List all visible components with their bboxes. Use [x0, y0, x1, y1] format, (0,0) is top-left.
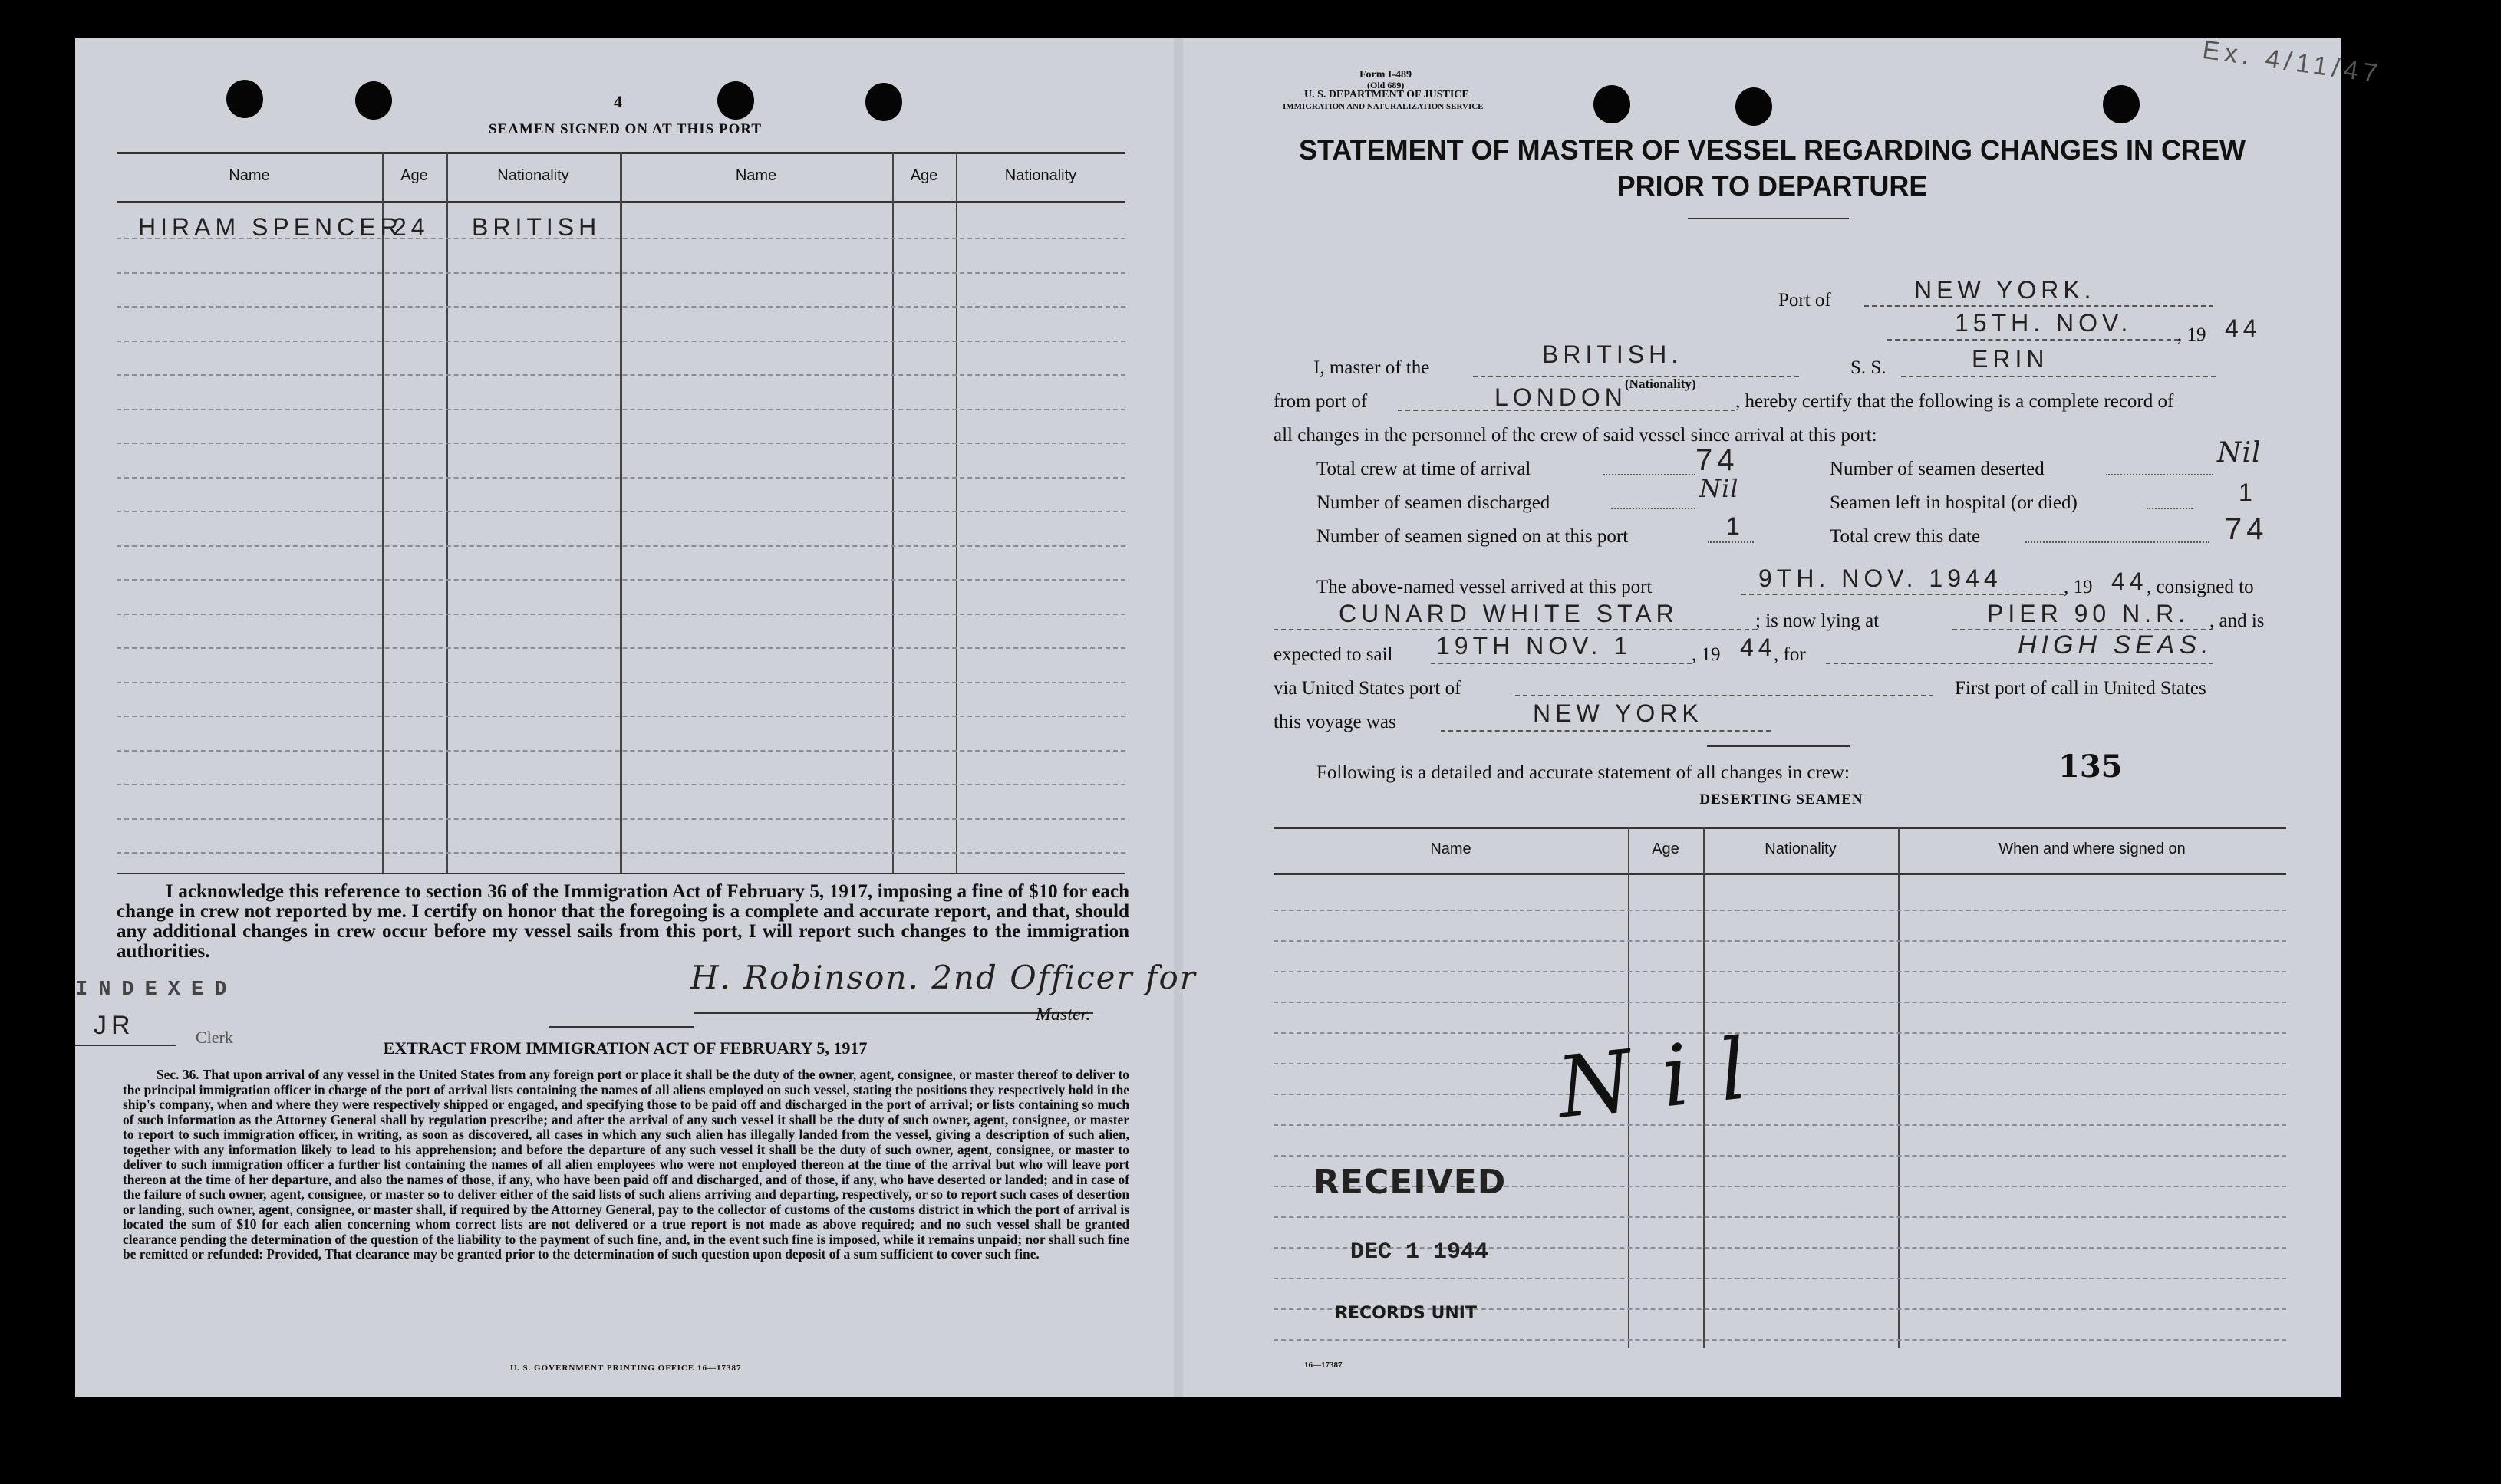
col-header-signed-on: When and where signed on: [1998, 841, 2186, 857]
clerk-initials: JR: [94, 1011, 135, 1040]
via-label: via United States port of: [1274, 678, 1461, 699]
row-rule: [1274, 910, 2286, 911]
row-rule: [1274, 1339, 2286, 1341]
corner-mark: Ex. 4/11/47: [2200, 35, 2384, 90]
row-rule: [117, 545, 1125, 547]
master-label: Master.: [1036, 1005, 1091, 1025]
row-rule: [117, 341, 1125, 342]
ss-label: S. S.: [1850, 357, 1886, 378]
for-label: , for: [1774, 644, 1806, 665]
col-header-age: Age: [1652, 841, 1679, 857]
arrived-rule: [1741, 594, 2064, 595]
ship-rule: [1901, 376, 2216, 377]
col-header-name: Name: [1430, 841, 1471, 857]
row-rule: [117, 716, 1125, 717]
stat-label: Total crew this date: [1830, 526, 1981, 547]
deserting-title: DESERTING SEAMEN: [1699, 791, 1863, 808]
leader-dots: [1603, 474, 1695, 475]
punch-hole: [2103, 85, 2140, 123]
row-rule: [1274, 971, 2286, 972]
row-rule: [1274, 1063, 2286, 1064]
port-rule: [1864, 305, 2213, 307]
title-rule: [1688, 218, 1849, 219]
leader-dots: [2147, 508, 2193, 509]
arrived-year-prefix: , 19: [2064, 577, 2093, 597]
date-rule: [1887, 339, 2179, 341]
port-value: NEW YORK.: [1914, 276, 2096, 304]
row-rule: [117, 852, 1125, 854]
stat-value: 1: [2239, 479, 2257, 506]
via-rule: [1515, 695, 1933, 696]
received-stamp: RECEIVED: [1313, 1163, 1507, 1202]
col-header-age: Age: [400, 167, 428, 184]
col-divider: [956, 152, 957, 873]
stat-value: Nil: [1699, 474, 1739, 503]
clerk-label: Clerk: [196, 1028, 233, 1047]
ship-value: ERIN: [1972, 345, 2049, 373]
old-form-number: (Old 689): [1367, 80, 1405, 90]
stat-label: Number of seamen discharged: [1316, 492, 1550, 513]
page-number: 4: [614, 92, 622, 111]
service: IMMIGRATION AND NATURALIZATION SERVICE: [1283, 102, 1484, 111]
row-rule: [1274, 1278, 2286, 1279]
date-value: 15TH. NOV.: [1955, 309, 2133, 337]
from-port-label: from port of: [1274, 391, 1368, 412]
col-divider: [1898, 827, 1900, 1348]
following-text: Following is a detailed and accurate statement of all changes in crew:: [1316, 762, 1850, 783]
leader-dots: [2025, 541, 2209, 543]
voyage-label: this voyage was: [1274, 712, 1396, 732]
expected-year-prefix: , 19: [1692, 644, 1721, 665]
row-rule: [117, 511, 1125, 512]
leader-dots: [1708, 541, 1754, 543]
master-prefix: I, master of the: [1313, 357, 1430, 378]
nil-mark: Nil: [1553, 1016, 1782, 1137]
row-rule: [117, 647, 1125, 649]
stat-label: Number of seamen deserted: [1830, 459, 2045, 479]
col-header-name: Name: [735, 167, 777, 184]
page-count: 135: [2058, 749, 2123, 785]
row-rule: [117, 682, 1125, 683]
punch-hole: [717, 81, 754, 120]
nationality-value: BRITISH.: [1542, 341, 1683, 368]
and-is: , and is: [2209, 610, 2265, 631]
stat-label: Total crew at time of arrival: [1316, 459, 1531, 479]
row-rule: [1274, 940, 2286, 942]
row-rule: [117, 614, 1125, 615]
stat-value: 1: [1726, 512, 1745, 540]
signature-rule: [694, 1012, 1093, 1014]
row-rule: [117, 750, 1125, 752]
table-bottom-rule: [117, 873, 1125, 874]
col-header-nationality: Nationality: [1004, 167, 1077, 184]
stat-value: 74: [1695, 443, 1739, 477]
row-rule: [117, 443, 1125, 444]
row-rule: [117, 272, 1125, 274]
first-port-label: First port of call in United States: [1955, 678, 2206, 699]
stat-label: Seamen left in hospital (or died): [1830, 492, 2078, 513]
from-port-value: LONDON: [1494, 383, 1627, 411]
seaman-name: HIRAM SPENCER: [138, 213, 403, 241]
seaman-nationality: BRITISH: [472, 213, 601, 241]
consignee-value: CUNARD WHITE STAR: [1339, 600, 1679, 627]
certify-text: , hereby certify that the following is a complete record of: [1735, 391, 2174, 412]
right-printer-line: 16—17387: [1304, 1361, 1343, 1370]
lying-value: PIER 90 N.R.: [1987, 600, 2190, 627]
punch-hole: [1735, 87, 1772, 126]
row-rule: [117, 306, 1125, 308]
row-rule: [117, 818, 1125, 820]
nationality-caption: (Nationality): [1625, 377, 1696, 391]
voyage-rule: [1441, 730, 1771, 732]
expected-value: 19TH NOV. 1: [1436, 632, 1633, 660]
indexed-stamp: INDEXED: [75, 979, 238, 1002]
arrived-label: The above-named vessel arrived at this port: [1316, 577, 1653, 597]
left-printer-line: U. S. GOVERNMENT PRINTING OFFICE 16—17387: [510, 1364, 742, 1373]
form-number: Form I-489: [1359, 69, 1412, 81]
row-rule: [117, 784, 1125, 785]
certification-text: I acknowledge this reference to section 36 of the Immigration Act of February 5, 1917, imposing a fine of $10 for each change in crew not reported by me. I certify on honor that the foregoing is a complete and accurate report, and that, should any additional changes in crew occur before my vessel sails from this port, I will report such changes to the immigration authorities.: [117, 881, 1129, 962]
year-prefix: , 19: [2177, 324, 2206, 345]
consignee-rule: [1274, 629, 1757, 630]
year-value: 44: [2225, 314, 2262, 342]
row-rule: [1274, 1155, 2286, 1157]
row-rule: [1274, 1032, 2286, 1034]
clerk-rule: [75, 1045, 176, 1046]
left-page-title: SEAMEN SIGNED ON AT THIS PORT: [488, 121, 763, 137]
punch-hole: [226, 80, 263, 118]
col-header-nationality: Nationality: [497, 167, 569, 184]
stat-value: Nil: [2217, 437, 2262, 469]
col-divider: [620, 152, 622, 873]
for-value: HIGH SEAS.: [2018, 630, 2213, 660]
row-rule: [1274, 1124, 2286, 1126]
form-title: STATEMENT OF MASTER OF VESSEL REGARDING CHANGES IN CREW: [1298, 134, 2246, 166]
punch-hole: [355, 81, 392, 120]
expected-rule: [1431, 663, 1692, 664]
arrived-value: 9TH. NOV. 1944: [1758, 564, 2002, 592]
leader-dots: [2106, 474, 2213, 475]
table-row: [138, 213, 403, 242]
arrived-year: 44: [2111, 568, 2148, 595]
department: U. S. DEPARTMENT OF JUSTICE: [1304, 89, 1469, 100]
col-header-name: Name: [229, 167, 270, 184]
row-rule: [117, 477, 1125, 479]
consigned-label: , consigned to: [2147, 577, 2254, 597]
stat-label: Number of seamen signed on at this port: [1316, 526, 1629, 547]
row-rule: [117, 409, 1125, 410]
punch-hole: [1593, 85, 1630, 123]
col-divider: [892, 152, 894, 873]
table-top-rule: [1274, 827, 2286, 829]
for-rule: [1826, 663, 2213, 664]
col-divider: [446, 152, 448, 873]
stamp-date: DEC 1 1944: [1350, 1239, 1489, 1265]
row-rule: [117, 579, 1125, 581]
short-rule: [549, 1026, 694, 1028]
master-signature: H. Robinson. 2nd Officer for: [690, 959, 1197, 996]
port-label: Port of: [1778, 290, 1831, 311]
row-rule: [117, 374, 1125, 376]
lying-label: ; is now lying at: [1755, 610, 1880, 631]
all-changes-text: all changes in the personnel of the crew of said vessel since arrival at this port:: [1274, 425, 1877, 446]
seaman-age: 24: [393, 213, 430, 241]
leader-dots: [1611, 508, 1695, 509]
records-unit-stamp: RECORDS UNIT: [1335, 1304, 1477, 1323]
stat-value: 74: [2225, 512, 2269, 546]
col-header-age: Age: [910, 167, 938, 184]
page-fold: [1174, 38, 1183, 1397]
expected-label: expected to sail: [1274, 644, 1393, 665]
row-rule: [1274, 1216, 2286, 1218]
row-rule: [1274, 1002, 2286, 1003]
extract-title: EXTRACT FROM IMMIGRATION ACT OF FEBRUARY 5, 1917: [383, 1038, 868, 1058]
table-header-rule: [1274, 873, 2286, 875]
expected-year: 44: [1740, 633, 1777, 661]
short-rule: [1707, 745, 1850, 747]
voyage-value: NEW YORK: [1533, 699, 1703, 727]
col-header-nationality: Nationality: [1765, 841, 1837, 857]
extract-text: Sec. 36. That upon arrival of any vessel in the United States from any foreign port or place it shall be the duty of the owner, agent, consignee, or master thereof to deliver to the principal immigration officer in charge of the port of arrival lists containing the names of all aliens employed on such vessel, stating the positions they respectively hold in the ship's company, when and where they were respectively shipped or engaged, and specifying those to be paid off and discharged in the port of arrival; or lists containing so much of such information as the Attorney General shall by regulation prescribe; and after the arrival of any such vessel it shall be the duty of such owner, agent, consignee, or master to report to such immigration officer, in writing, as soon as discovered, all cases in which any such alien has illegally landed from the vessel, giving a description of such alien, together with any information likely to lead to his apprehension; and before the departure of any such vessel it shall be the duty of such owner, agent, consignee, or master to deliver to such immigration officer a further list containing the names of all alien employees who were not employed thereon at the time of the arrival but who will leave port thereon at the time of her departure, and also the names of those, if any, who have been paid off and discharged, and of those, if any, who have deserted or landed; and in case of the failure of such owner, agent, consignee, or master so to deliver either of the said lists of such aliens arriving and departing, respectively, or so to report such cases of desertion or landing, such owner, agent, consignee, or master shall, if required by the Attorney General, pay to the collector of customs of the customs district in which the port of arrival is located the sum of $10 for each alien concerning whom correct lists are not delivered or a true report is not made as above required; and no such vessel shall be granted clearance pending the determination of the question of the liability to the payment of such fine, and, in the event such fine is imposed, while it remains unpaid; nor shall such fine be remitted or refunded: Provided, That clearance may be granted prior to the determination of such question upon deposit of a sum sufficient to cover such fine.: [123, 1067, 1129, 1262]
punch-hole: [865, 83, 902, 121]
form-subtitle: PRIOR TO DEPARTURE: [1616, 170, 1928, 202]
col-divider: [382, 152, 384, 873]
